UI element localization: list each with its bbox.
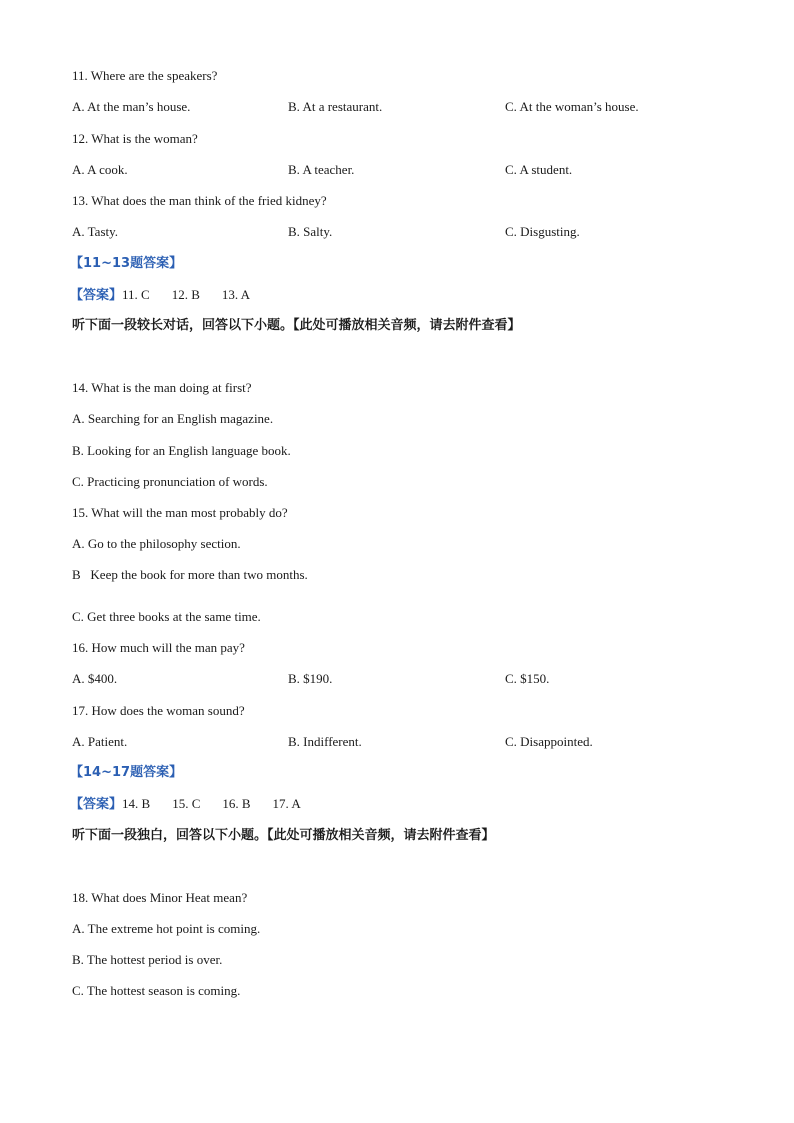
answer-value: 15. C — [172, 796, 201, 811]
answer-value: 16. B — [222, 796, 251, 811]
answer-value: 14. B — [122, 796, 151, 811]
question-13-option-b: B. Salty. — [288, 224, 333, 239]
answer-value: 11. C — [122, 287, 150, 302]
question-11-stem: 11. Where are the speakers? — [72, 68, 218, 83]
question-13-option-c: C. Disgusting. — [505, 224, 580, 239]
question-17-option-c: C. Disappointed. — [505, 734, 593, 749]
question-12-option-b: B. A teacher. — [288, 162, 355, 177]
question-18-stem: 18. What does Minor Heat mean? — [72, 890, 248, 905]
answer-value: 12. B — [171, 287, 200, 302]
question-15-stem: 15. What will the man most probably do? — [72, 505, 288, 520]
question-18-option-c: C. The hottest season is coming. — [72, 983, 241, 998]
question-16-option-b: B. $190. — [288, 671, 333, 686]
question-17-option-a: A. Patient. — [72, 734, 128, 749]
answer-value: 13. A — [221, 287, 251, 302]
question-17-option-b: B. Indifferent. — [288, 734, 362, 749]
answer-value: 17. A — [272, 796, 301, 811]
question-14-stem: 14. What is the man doing at first? — [72, 380, 252, 395]
question-15-option-b: B Keep the book for more than two months. — [72, 567, 308, 582]
question-14-option-a: A. Searching for an English magazine. — [72, 411, 274, 426]
question-13-option-a: A. Tasty. — [72, 224, 119, 239]
question-12-stem: 12. What is the woman? — [72, 131, 198, 146]
answer-row-14-17 — [70, 796, 323, 813]
answer-heading-11-13: 【11~13题答案】 — [70, 256, 183, 271]
question-12-option-a: A. A cook. — [72, 162, 128, 177]
listening-instruction-2: 听下面一段独白，回答以下小题。【此处可播放相关音频，请去附件查看】 — [72, 828, 495, 843]
question-11-option-a: A. At the man’s house. — [72, 99, 191, 114]
answer-row-11-13 — [70, 287, 272, 304]
question-16-option-c: C. $150. — [505, 671, 550, 686]
question-13-stem: 13. What does the man think of the fried kidney? — [72, 193, 327, 208]
question-11-option-b: B. At a restaurant. — [288, 99, 383, 114]
question-14-option-b: B. Looking for an English language book. — [72, 443, 291, 458]
question-14-option-c: C. Practicing pronunciation of words. — [72, 474, 268, 489]
answer-heading-14-17: 【14~17题答案】 — [70, 765, 183, 780]
listening-instruction-1: 听下面一段较长对话，回答以下小题。【此处可播放相关音频，请去附件查看】 — [72, 318, 521, 333]
question-16-option-a: A. $400. — [72, 671, 118, 686]
question-18-option-b: B. The hottest period is over. — [72, 952, 223, 967]
question-18-option-a: A. The extreme hot point is coming. — [72, 921, 261, 936]
answer-label: 【答案】 — [70, 288, 123, 303]
question-12-option-c: C. A student. — [505, 162, 573, 177]
question-15-option-a: A. Go to the philosophy section. — [72, 536, 241, 551]
question-11-option-c: C. At the woman’s house. — [505, 99, 639, 114]
question-16-stem: 16. How much will the man pay? — [72, 640, 245, 655]
question-15-option-c: C. Get three books at the same time. — [72, 609, 261, 624]
question-17-stem: 17. How does the woman sound? — [72, 703, 245, 718]
answer-label: 【答案】 — [70, 797, 123, 812]
